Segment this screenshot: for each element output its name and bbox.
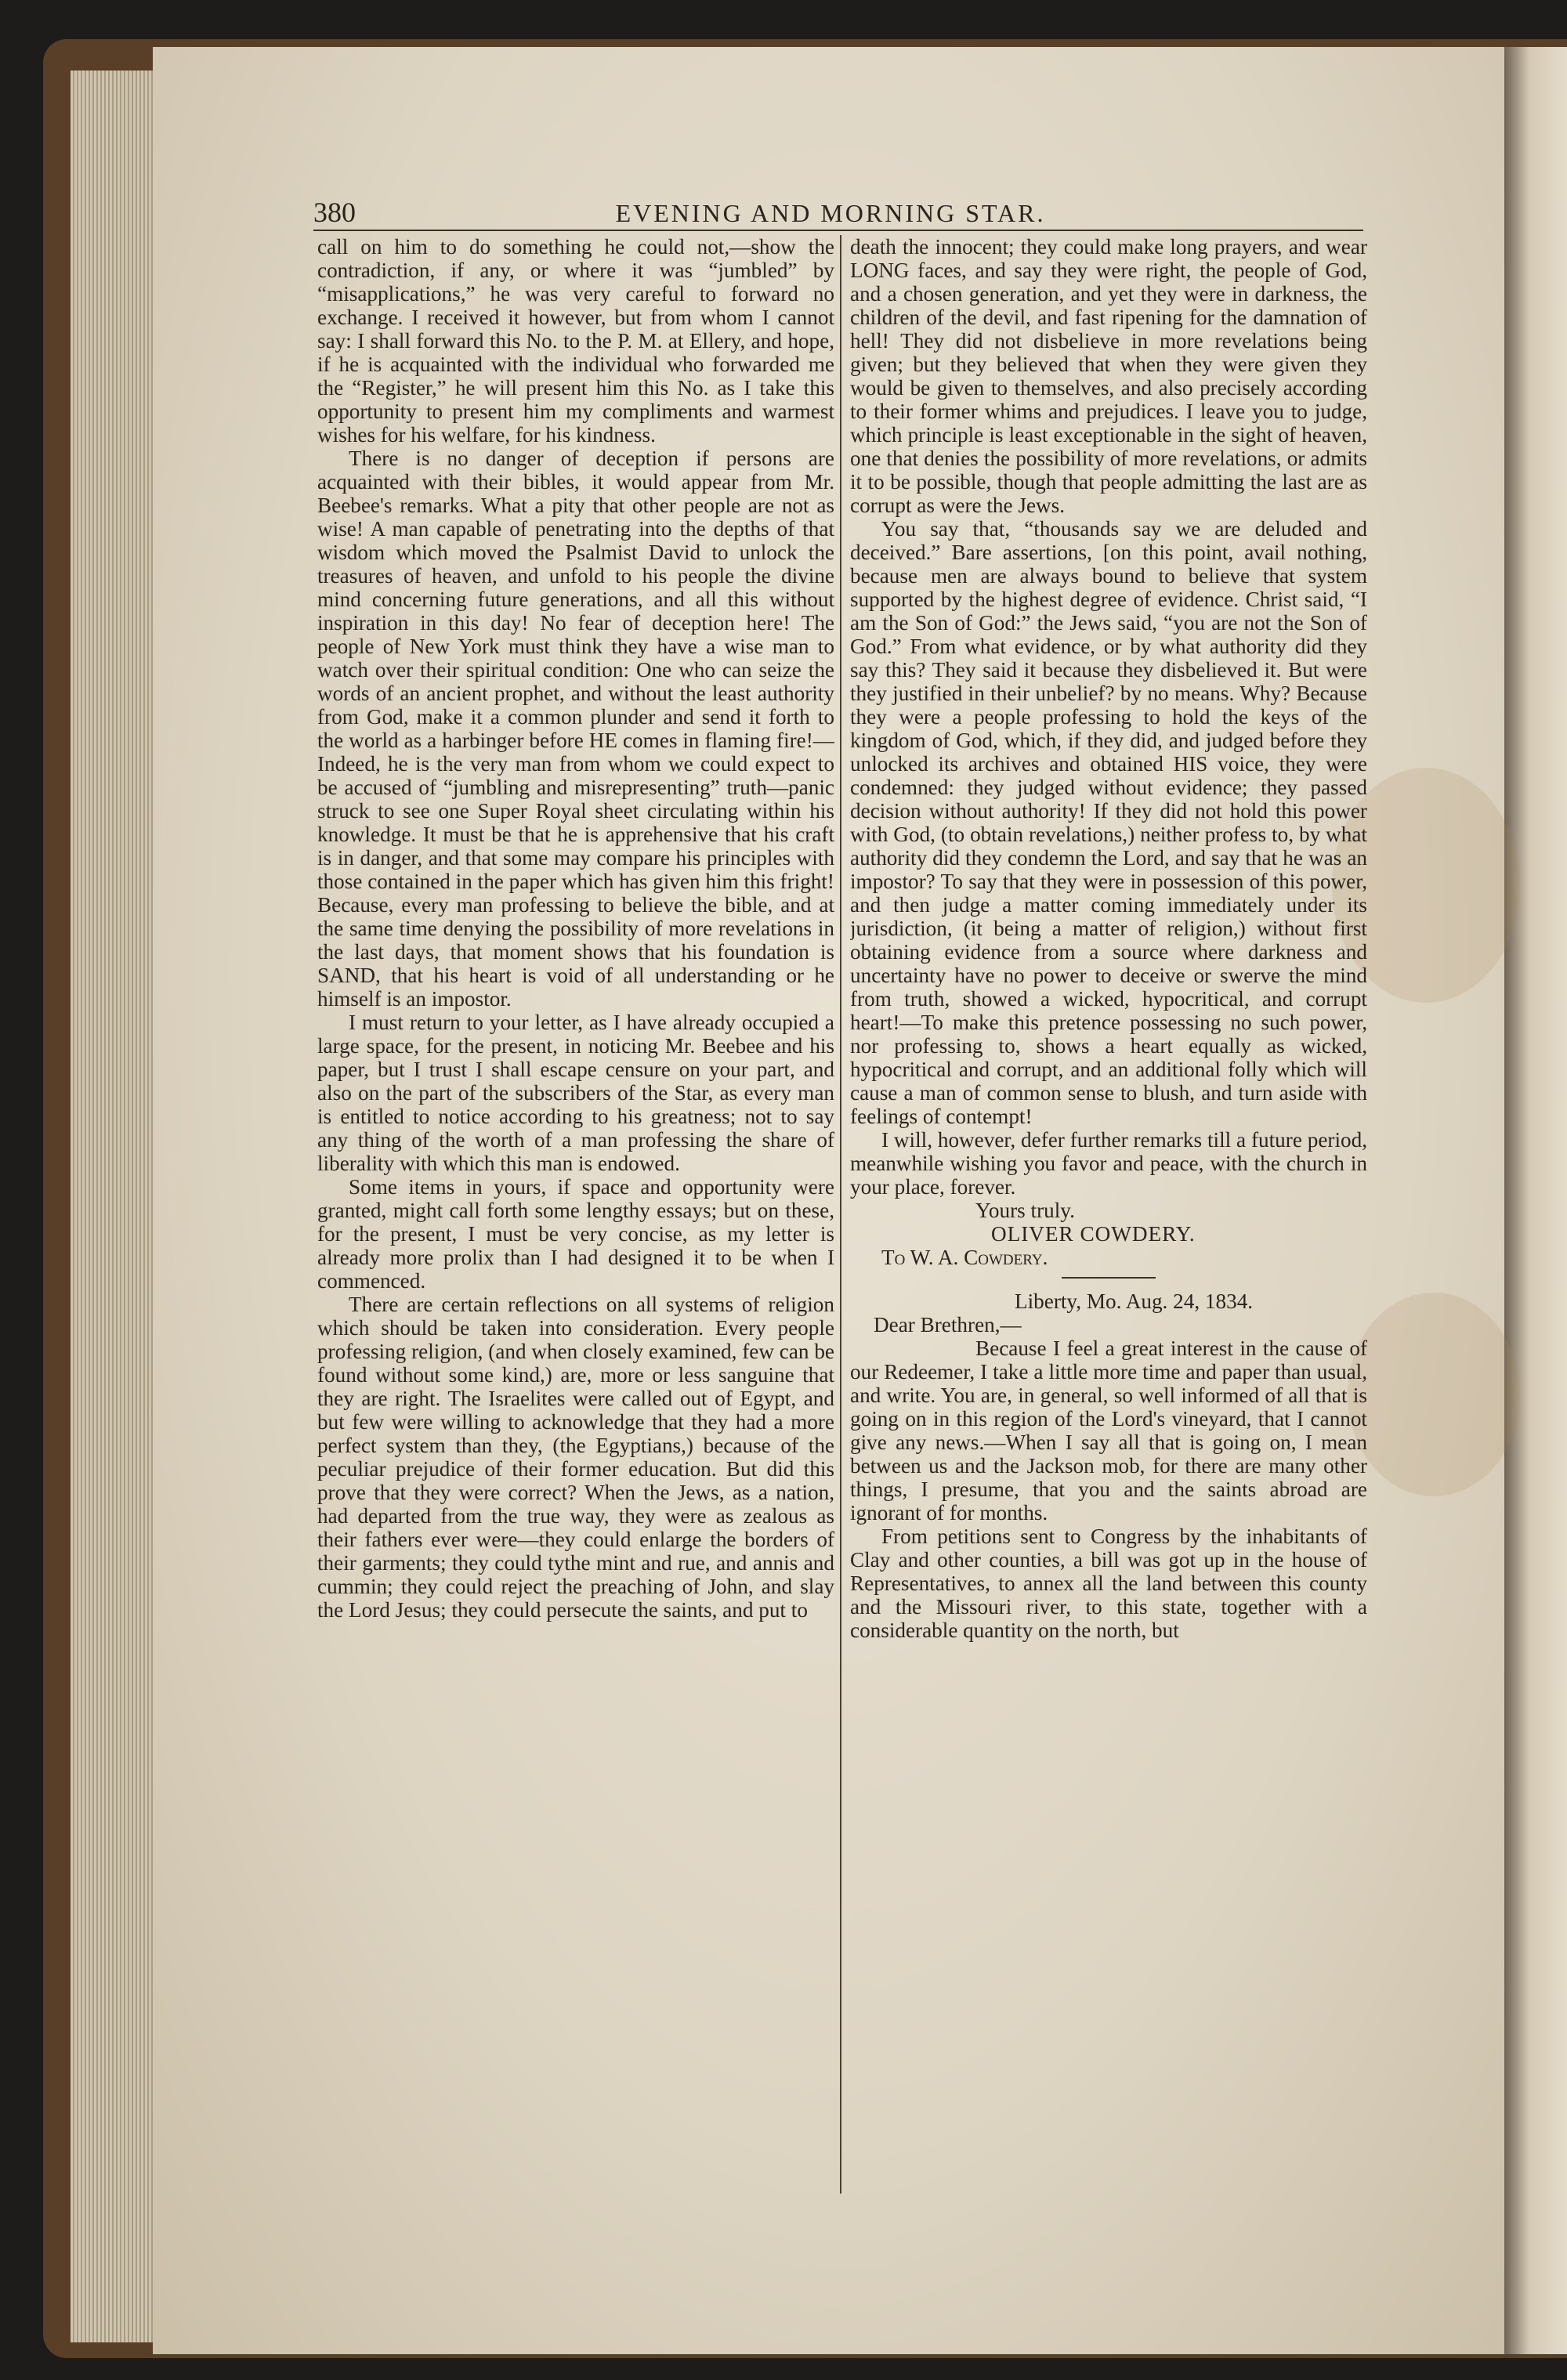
paragraph: death the innocent; they could make long prayers, and wear LONG faces, and say they were right, the people of God, and a chosen generation, and yet they were in darkness, the children of the devil, and fast ripening for the damnation of hell! They did not disbelieve in more revelations being given; but they believed that when they were given they would be given to themselves, and also precisely according to their former whims and prejudices. I leave you to judge, which principle is least exceptionable in the sight of heaven, one that denies the possibility of more revelations, or admits it to be possible, though that people admitting the last are as corrupt as were the Jews. <box>850 235 1367 517</box>
section-separator <box>1062 1277 1156 1283</box>
running-title: EVENING AND MORNING STAR. <box>615 199 1046 227</box>
page-header <box>313 196 1348 229</box>
paragraph: I will, however, defer further remarks till a future period, meanwhile wishing you favor and peace, with the church in your place, forever. <box>850 1128 1367 1199</box>
closing: Yours truly. <box>975 1199 1075 1222</box>
paragraph: Some items in yours, if space and opportunity were granted, might call forth some lengthy essays; but on these, for the present, I must be very concise, as my letter is already more prolix than I had designed it to be when I commenced. <box>317 1175 834 1293</box>
left-column <box>317 235 834 2201</box>
paragraph: call on him to do something he could not,—show the contradiction, if any, or where it was “jumbled” by “misapplications,” he was very careful to forward no exchange. I received it however, but from whom I cannot say: I shall forward this No. to the P. M. at Ellery, and hope, if he is acquainted with the individual who forwarded me the “Register,” he will present him this No. as I take this opportunity to present him my compliments and warmest wishes for his welfare, for his kindness. <box>317 235 834 447</box>
paragraph: Because I feel a great interest in the cause of our Redeemer, I take a little more time and paper than usual, and write. You are, in general, so well informed of all that is going on in this region of the Lord's vineyard, that I cannot give any news.—When I say all that is going on, I mean between us and the Jackson mob, for there are many other things, I presume, that you and the saints abroad are ignorant of for months. <box>850 1336 1367 1525</box>
right-column <box>850 235 1367 2201</box>
paragraph: I must return to your letter, as I have already occupied a large space, for the present, in noticing Mr. Beebee and his paper, but I trust I shall escape censure on your part, and also on the part of the subscribers of the Star, as every man is entitled to notice according to his greatness; not to say any thing of the worth of a man professing the share of liberality with which this man is endowed. <box>317 1011 834 1175</box>
header-rule <box>313 230 1363 231</box>
page-number: 380 <box>313 197 356 228</box>
signature-name: OLIVER COWDERY. <box>991 1222 1196 1246</box>
column-divider <box>840 235 841 2194</box>
water-stain <box>1348 1293 1520 1496</box>
page-edges <box>71 71 157 2342</box>
paragraph: From petitions sent to Congress by the inhabitants of Clay and other counties, a bill was got up in the house of Representatives, to annex all the land between this county and the Missouri river, to this state, together with a considerable quantity on the north, but <box>850 1525 1367 1642</box>
dateline: Liberty, Mo. Aug. 24, 1834. <box>1015 1289 1254 1313</box>
paragraph: There are certain reflections on all systems of religion which should be taken into consideration. Every people professing religion, (and when closely examined, few can be found without some kind,) are, more or less sanguine that they are right. The Israelites were called out of Egypt, and but few were willing to acknowledge that they had a more perfect system than they, (the Egyptians,) because of the peculiar prejudice of their former education. But did this prove that they were correct? When the Jews, as a nation, had departed from the true way, they were as zealous as their fathers ever were—they could enlarge the borders of their garments; they could tythe mint and rue, and annis and cummin; they could reject the preaching of John, and slay the Lord Jesus; they could persecute the saints, and put to <box>317 1293 834 1622</box>
addressee: To W. A. Cowdery. <box>881 1246 1048 1269</box>
paragraph: You say that, “thousands say we are deluded and deceived.” Bare assertions, [on this point, avail nothing, because men are always bound to believe that system supported by the highest degree of evidence. Christ said, “I am the Son of God:” the Jews said, “you are not the Son of God.” From what evidence, or by what authority did they say this? They said it because they disbelieved it. But were they justified in their unbelief? by no means. Why? Because they were a people professing to hold the keys of the kingdom of God, which, if they did, and judged before they unlocked its archives and obtained HIS voice, they were condemned: they judged without evidence; they passed decision without authority! If they did not hold this power with God, (to obtain revelations,) neither profess to, by what authority did they condemn the Lord, and say that he was an impostor? To say that they were in possession of this power, and then judge a matter coming immediately under its jurisdiction, (it being a matter of religion,) without first obtaining evidence from a source where darkness and uncertainty have no power to deceive or swerve the mind from truth, showed a wicked, hypocritical, and corrupt heart!—To make this pretence possessing no such power, nor professing to, shows a heart equally as wicked, hypocritical and corrupt, and an additional folly which will cause a man of common sense to blush, and turn aside with feelings of contempt! <box>850 517 1367 1128</box>
book-gutter <box>1504 47 1567 2354</box>
salutation: Dear Brethren,— <box>874 1313 1022 1336</box>
paragraph: There is no danger of deception if persons are acquainted with their bibles, it would appear from Mr. Beebee's remarks. What a pity that other people are not as wise! A man capable of penetrating into the depths of that wisdom which moved the Psalmist David to unlock the treasures of heaven, and unfold to his people the divine mind concerning future generations, and all this without inspiration in this day! No fear of deception here! The people of New York must think they have a wise man to watch over their spiritual condition: One who can seize the words of an ancient prophet, and without the least authority from God, make it a common plunder and send it forth to the world as a harbinger before HE comes in flaming fire!—Indeed, he is the very man from whom we could expect to be accused of “jumbling and misrepresenting” truth—panic struck to see one Super Royal sheet circulating within his knowledge. It must be that he is apprehensive that his craft is in danger, and that some may compare his principles with those contained in the paper which has given him this fright! Because, every man professing to believe the bible, and at the same time denying the possibility of more revelations in the last days, that moment shows that his foundation is SAND, that his heart is void of all understanding or he himself is an impostor. <box>317 447 834 1011</box>
